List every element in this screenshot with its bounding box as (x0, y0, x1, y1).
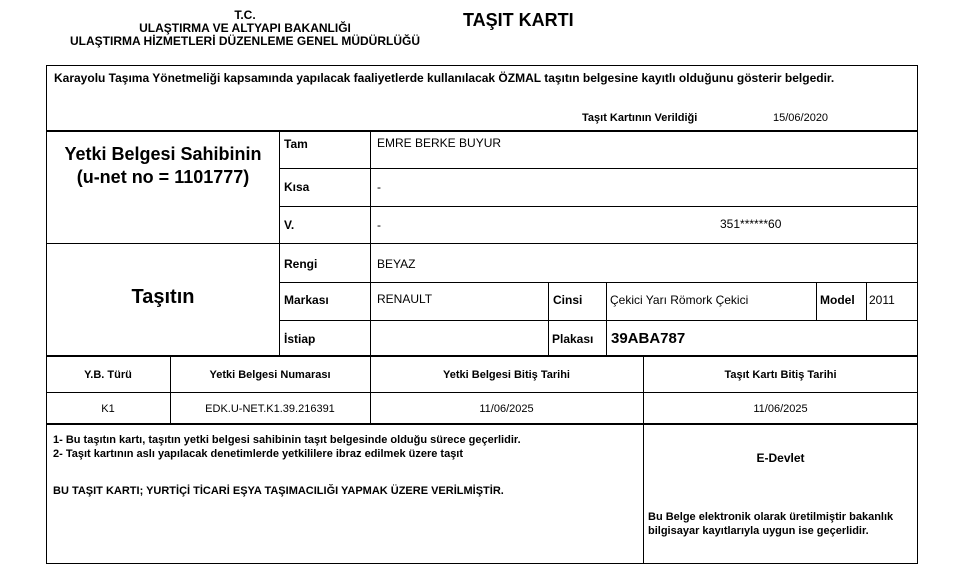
edevlet-title: E-Devlet (756, 451, 805, 465)
ministry-header (40, 9, 450, 48)
cinsi-value: Çekici Yarı Römork Çekici (610, 293, 749, 307)
edevlet-text: Bu Belge elektronik olarak üretilmiştir bakanlık bilgisayar kayıtlarıyla uygun ise geçerlidir. (648, 511, 894, 537)
cinsi-label: Cinsi (553, 293, 583, 307)
v-value: - (377, 218, 381, 232)
plakasi-value: 39ABA787 (611, 330, 686, 347)
table-cell: 11/06/2025 (479, 403, 534, 415)
model-label: Model (820, 293, 855, 307)
rengi-label: Rengi (284, 257, 318, 271)
note-1: 1- Bu taşıtın kartı, taşıtın yetki belgesi sahibinin taşıt belgesinde olduğu sürece geçerlidir. (53, 434, 521, 446)
header-line-2: ULAŞTIRMA VE ALTYAPI BAKANLIĞI (139, 21, 351, 35)
table-header-cell: Yetki Belgesi Numarası (209, 369, 331, 381)
markasi-value: RENAULT (377, 292, 433, 306)
note-2: 2- Taşıt kartının aslı yapılacak denetimlerde yetkililere ibraz edilmek üzere taşıt (53, 448, 464, 460)
istiap-label: İstiap (284, 332, 316, 346)
v-number: 351******60 (720, 217, 782, 231)
tam-value: EMRE BERKE BUYUR (377, 136, 502, 150)
table-cell: EDK.U-NET.K1.39.216391 (205, 403, 335, 415)
document-title: TAŞIT KARTI (463, 10, 574, 30)
intro-text: Karayolu Taşıma Yönetmeliği kapsamında yapılacak faaliyetlerde kullanılacak ÖZMAL taşıtın belgesine kayıtlı olduğunu gösterir belgedir. (54, 71, 835, 85)
header-line-3: ULAŞTIRMA HİZMETLERİ DÜZENLEME GENEL MÜDÜRLÜĞÜ (70, 34, 420, 48)
table-header-cell: Taşıt Kartı Bitiş Tarihi (724, 369, 837, 381)
statement: BU TAŞIT KARTI; YURTİÇİ TİCARİ EŞYA TAŞIMACILIĞI YAPMAK ÜZERE VERİLMİŞTİR. (53, 485, 504, 497)
issued-date: 15/06/2020 (773, 112, 829, 124)
v-label: V. (284, 218, 295, 232)
holder-heading: Yetki Belgesi Sahibinin (u-net no = 1101777) (64, 144, 262, 187)
table-header-cell: Yetki Belgesi Bitiş Tarihi (443, 369, 570, 381)
plakasi-label: Plakası (552, 332, 594, 346)
issued-label: Taşıt Kartının Verildiği (582, 112, 698, 124)
rengi-value: BEYAZ (377, 257, 416, 271)
table-cell: K1 (101, 403, 115, 415)
table-header-cell: Y.B. Türü (84, 369, 132, 381)
kisa-label: Kısa (284, 180, 310, 194)
table-cell: 11/06/2025 (753, 403, 808, 415)
markasi-label: Markası (284, 293, 329, 307)
model-value: 2011 (869, 293, 895, 307)
kisa-value: - (377, 180, 381, 194)
vehicle-heading: Taşıtın (131, 286, 195, 308)
header-line-1: T.C. (234, 8, 256, 22)
tam-label: Tam (284, 137, 308, 151)
